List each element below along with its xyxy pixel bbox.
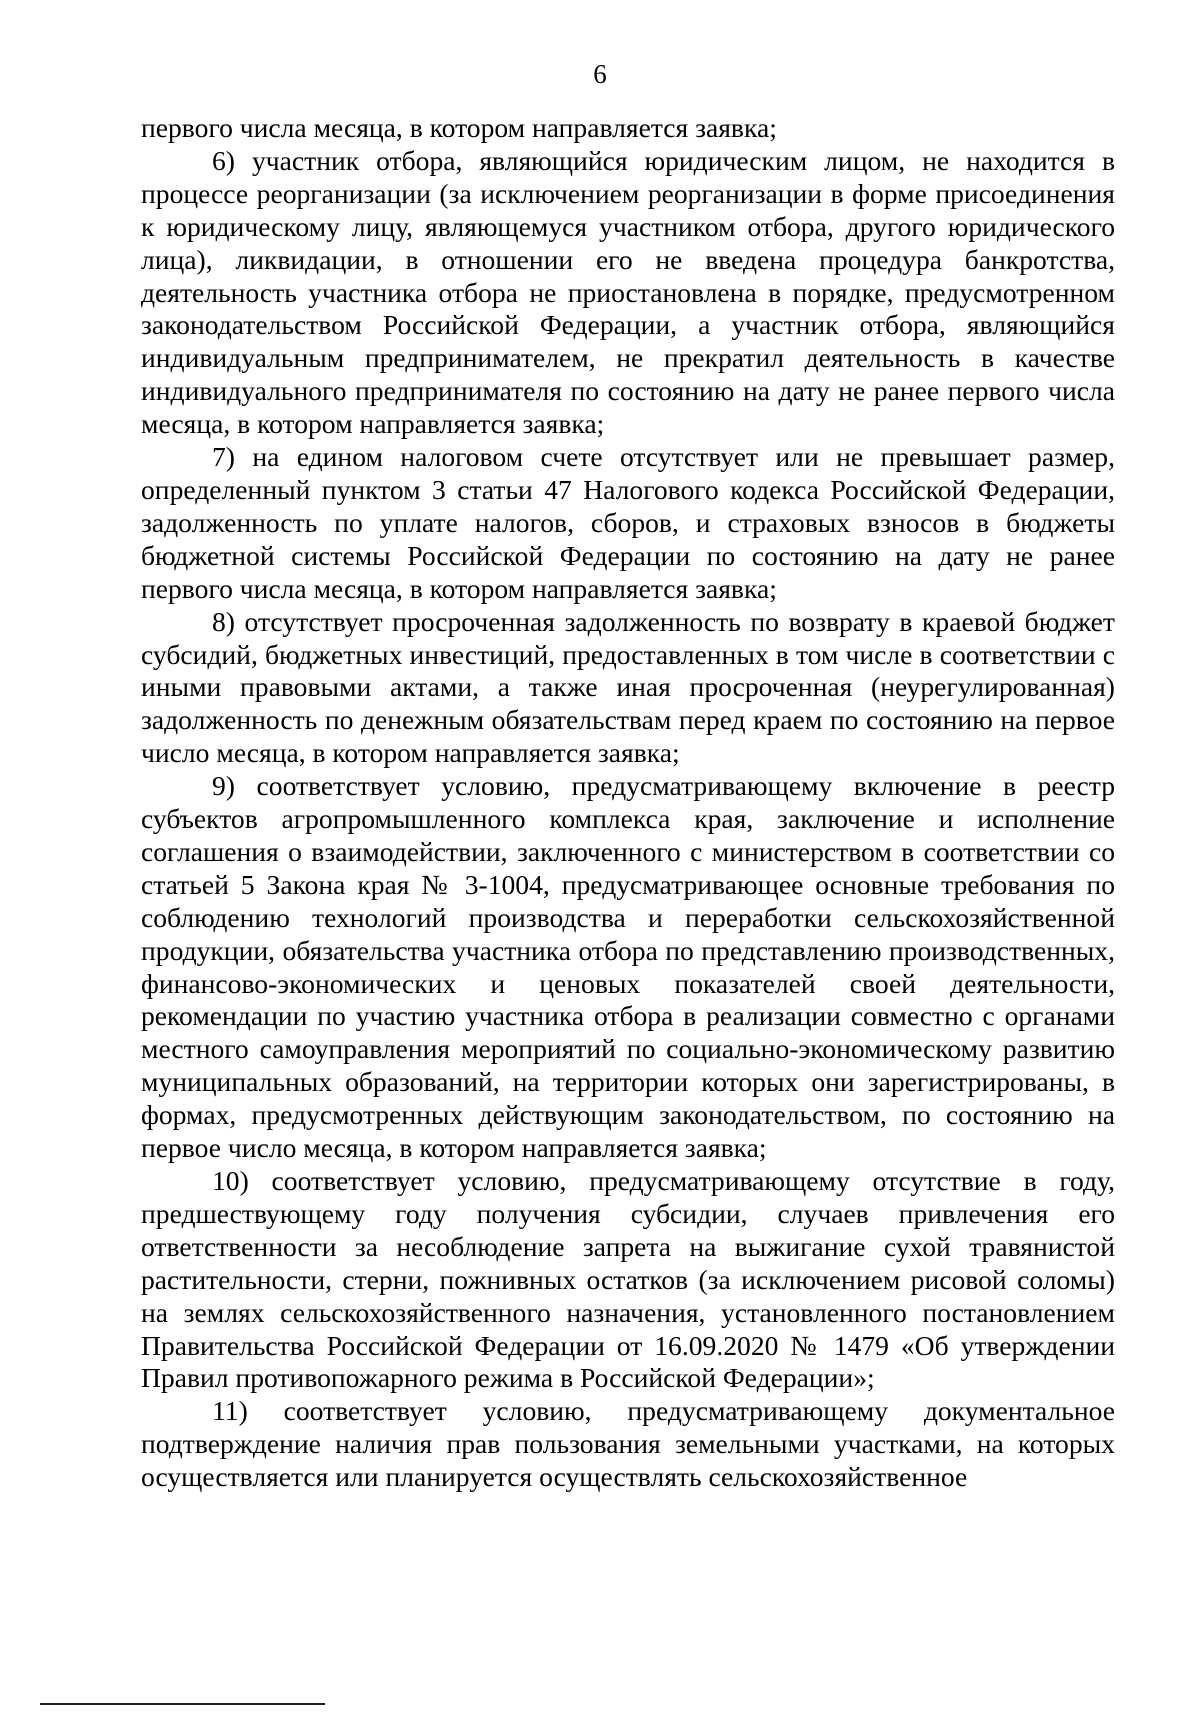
page-number: 6 [593,59,607,89]
document-body [141,112,1115,1494]
paragraph-continuation: первого числа месяца, в котором направляется заявка; [141,112,777,143]
paragraph-item-10: 10) соответствует условию, предусматривающему отсутствие в году, предшествующему году получения субсидии, случаев привлечения его ответственности за несоблюдение запрета на выжигание сухой травянистой растительности, стерни, пожнивных остатков (за исключением рисовой соломы) на землях сельскохозяйственного назначения, установленного постановлением Правительства Российской Федерации от 16.09.2020 № 1479 «Об утверждении Правил противопожарного режима в Российской Федерации»; [141,1165,1115,1394]
paragraph-item-9: 9) соответствует условию, предусматривающему включение в реестр субъектов агропромышленного комплекса края, заключение и исполнение соглашения о взаимодействии, заключенного с министерством в соответствии со статьей 5 Закона края № 3-1004, предусматривающее основные требования по соблюдению технологий производства и переработки сельскохозяйственной продукции, обязательства участника отбора по представлению производственных, финансово-экономических и ценовых показателей своей деятельности, рекомендации по участию участника отбора в реализации совместно с органами местного самоуправления мероприятий по социально-экономическому развитию муниципальных образований, на территории которых они зарегистрированы, в формах, предусмотренных действующим законодательством, по состоянию на первое число месяца, в котором направляется заявка; [141,770,1115,1164]
footer-rule [40,1703,325,1705]
paragraph-item-11: 11) соответствует условию, предусматривающему документальное подтверждение наличия прав пользования земельными участками, на которых осуществляется или планируется осуществлять сельскохозяйственное [141,1395,1115,1493]
paragraph-item-6: 6) участник отбора, являющийся юридическим лицом, не находится в процессе реорганизации (за исключением реорганизации в форме присоединения к юридическому лицу, являющемуся участником отбора, другого юридического лица), ликвидации, в отношении его не введена процедура банкротства, деятельность участника отбора не приостановлена в порядке, предусмотренном законодательством Российской Федерации, а участник отбора, являющийся индивидуальным предпринимателем, не прекратил деятельность в качестве индивидуального предпринимателя по состоянию на дату не ранее первого числа месяца, в котором направляется заявка; [141,144,1115,440]
paragraph-item-7: 7) на едином налоговом счете отсутствует или не превышает размер, определенный пунктом 3 статьи 47 Налогового кодекса Российской Федерации, задолженность по уплате налогов, сборов, и страховых взносов в бюджеты бюджетной системы Российской Федерации по состоянию на дату не ранее первого числа месяца, в котором направляется заявка; [141,441,1115,604]
paragraph-item-8: 8) отсутствует просроченная задолженность по возврату в краевой бюджет субсидий, бюджетных инвестиций, предоставленных в том числе в соответствии с иными правовыми актами, а также иная просроченная (неурегулированная) задолженность по денежным обязательствам перед краем по состоянию на первое число месяца, в котором направляется заявка; [141,605,1115,769]
